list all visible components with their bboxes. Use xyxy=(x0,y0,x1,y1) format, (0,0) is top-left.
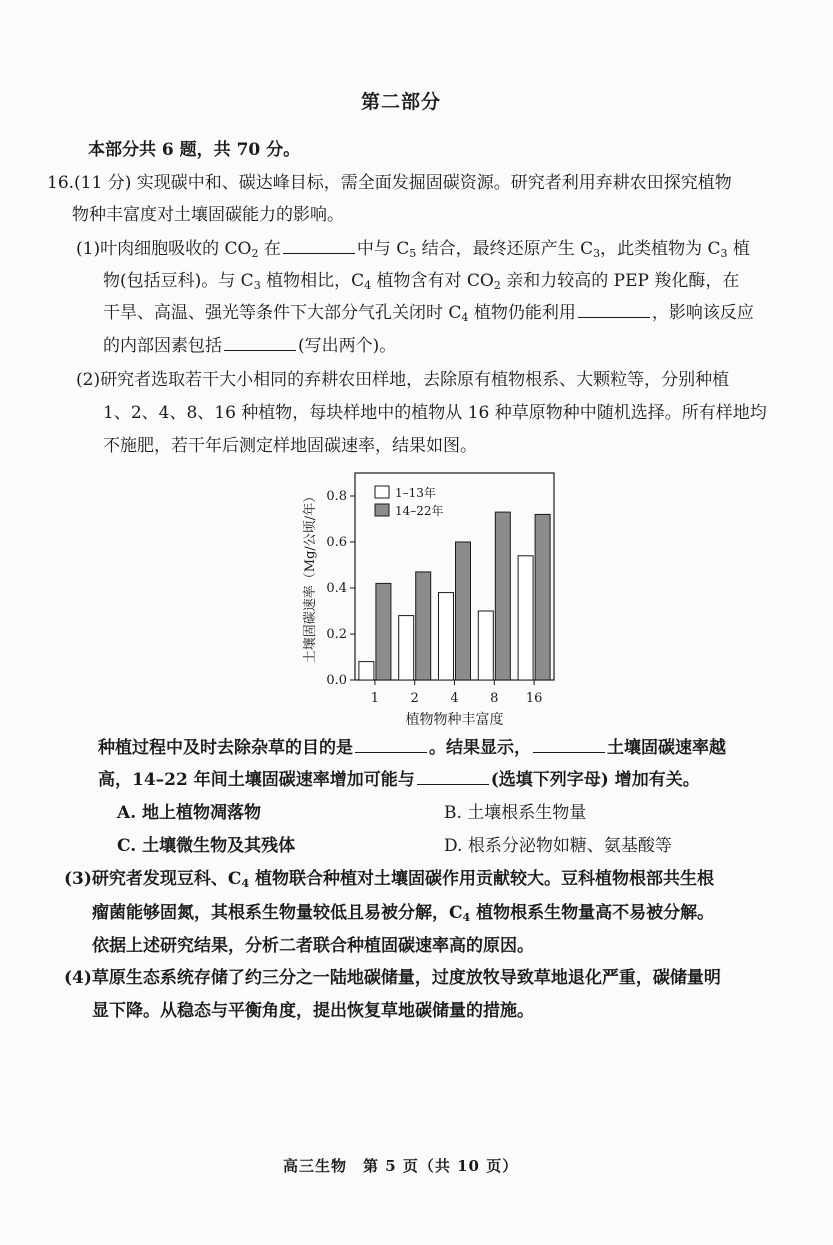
p3-text: 植物根系生物量高不易被分解。 xyxy=(470,903,715,923)
bar-late xyxy=(495,512,510,680)
q16-number: 16. xyxy=(47,173,75,193)
bar-late xyxy=(456,542,471,680)
p1-line-3 xyxy=(103,300,754,326)
p1-text: 亲和力较高的 PEP 羧化酶，在 xyxy=(500,271,740,291)
p2-question-line-2 xyxy=(98,767,700,793)
p1-line-1 xyxy=(76,236,750,262)
p4-text: 草原生态系统存储了约三分之一陆地碳储量，过度放牧导致草地退化严重，碳储量明 xyxy=(91,968,721,988)
bar-late xyxy=(376,583,391,680)
q16-stem-line-2: 物种丰富度对土壤固碳能力的影响。 xyxy=(72,205,344,225)
p1-text: 干旱、高温、强光等条件下大部分气孔关闭时 C xyxy=(103,303,462,323)
p1-line-2 xyxy=(103,268,739,294)
y-tick-label: 0.0 xyxy=(326,673,347,688)
subscript: 4 xyxy=(461,311,469,324)
answer-blank[interactable] xyxy=(533,736,605,753)
y-tick-label: 0.8 xyxy=(326,489,347,504)
x-tick-label: 16 xyxy=(525,691,543,706)
subscript: 5 xyxy=(409,247,417,260)
bar-late xyxy=(535,514,550,680)
option-b[interactable]: B. 土壤根系生物量 xyxy=(444,803,587,823)
p2-line-3: 不施肥，若干年后测定样地固碳速率，结果如图。 xyxy=(103,436,477,456)
y-tick-label: 0.6 xyxy=(326,535,347,550)
p2-text: (选填下列字母) 增加有关。 xyxy=(490,770,700,790)
p2-label: (2) xyxy=(76,370,101,390)
bar-early xyxy=(478,611,493,680)
p1-text: ，此类植物为 C xyxy=(600,239,721,259)
section-intro: 本部分共 6 题，共 70 分。 xyxy=(88,140,301,160)
p1-text: 结合，最终还原产生 C xyxy=(416,239,594,259)
x-axis-label: 植物物种丰富度 xyxy=(405,712,504,728)
subscript: 2 xyxy=(493,279,501,292)
subscript: 4 xyxy=(241,877,250,890)
y-tick-label: 0.2 xyxy=(326,627,347,642)
bar-early xyxy=(359,662,374,680)
page-footer: 高三生物 第 5 页（共 10 页） xyxy=(283,1157,519,1175)
p1-text: 中与 C xyxy=(356,239,410,259)
p2-text: 土壤固碳速率越 xyxy=(607,738,726,758)
q16-stem-line-1 xyxy=(47,170,732,196)
legend-label: 14–22年 xyxy=(395,504,444,518)
p4-line-2: 显下降。从稳态与平衡角度，提出恢复草地碳储量的措施。 xyxy=(92,1001,534,1021)
answer-blank[interactable] xyxy=(578,301,650,318)
p1-text: 植物仍能利用 xyxy=(468,303,576,323)
p2-text: 研究者选取若干大小相同的弃耕农田样地，去除原有植物根系、大颗粒等，分别种植 xyxy=(100,370,730,390)
legend-swatch xyxy=(375,486,389,498)
p2-line-1 xyxy=(76,367,729,393)
section-title: 第二部分 xyxy=(361,91,442,113)
p1-text: 在 xyxy=(258,239,281,259)
answer-blank[interactable] xyxy=(355,736,427,753)
p1-text: ，影响该反应 xyxy=(651,303,754,323)
p1-text: 的内部因素包括 xyxy=(103,336,222,356)
option-d[interactable]: D. 根系分泌物如糖、氨基酸等 xyxy=(444,836,672,856)
bar-early xyxy=(439,593,454,680)
x-tick-label: 1 xyxy=(370,691,380,706)
p4-line-1 xyxy=(64,965,721,991)
y-axis-label: 土壤固碳速率（Mg/公顷/年） xyxy=(303,489,318,664)
bar-chart xyxy=(300,465,580,730)
answer-blank[interactable] xyxy=(417,768,489,785)
p3-text: 研究者发现豆科、C xyxy=(91,869,242,889)
x-tick-label: 2 xyxy=(410,691,419,706)
x-tick-label: 8 xyxy=(490,691,499,706)
bar-early xyxy=(399,616,414,680)
p2-text: 种植过程中及时去除杂草的目的是 xyxy=(98,738,353,758)
p1-text: 植物相比，C xyxy=(260,271,365,291)
p2-question-line-1 xyxy=(98,735,726,761)
p2-text: 。结果显示， xyxy=(429,738,531,758)
p3-line-3: 依据上述研究结果，分析二者联合种植固碳速率高的原因。 xyxy=(92,936,534,956)
subscript: 4 xyxy=(462,911,471,924)
legend-label: 1–13年 xyxy=(395,486,436,500)
p1-text: (写出两个)。 xyxy=(298,336,397,356)
q16-stem-text: (11 分) 实现碳中和、碳达峰目标，需全面发掘固碳资源。研究者利用弃耕农田探究植物 xyxy=(74,173,732,193)
subscript: 4 xyxy=(364,279,372,292)
p3-text: 瘤菌能够固氮，其根系生物量较低且易被分解，C xyxy=(92,903,463,923)
p1-text: 植物含有对 CO xyxy=(371,271,494,291)
subscript: 3 xyxy=(720,247,728,260)
p1-label: (1) xyxy=(76,239,101,259)
p2-text: 高，14–22 年间土壤固碳速率增加可能与 xyxy=(98,770,415,790)
p3-label: (3) xyxy=(64,869,92,889)
legend-swatch xyxy=(375,504,389,516)
bar-late xyxy=(416,572,431,680)
x-tick-label: 4 xyxy=(450,691,459,706)
subscript: 3 xyxy=(593,247,601,260)
option-c[interactable]: C. 土壤微生物及其残体 xyxy=(117,836,296,856)
subscript: 3 xyxy=(253,279,261,292)
p1-line-4 xyxy=(103,333,396,359)
p1-text: 叶肉细胞吸收的 CO xyxy=(100,239,252,259)
y-tick-label: 0.4 xyxy=(326,581,347,596)
p3-line-2 xyxy=(92,900,714,926)
answer-blank[interactable] xyxy=(283,237,355,254)
p3-text: 植物联合种植对土壤固碳作用贡献较大。豆科植物根部共生根 xyxy=(249,869,715,889)
answer-blank[interactable] xyxy=(224,334,296,351)
p1-text: 植 xyxy=(727,239,750,259)
subscript: 2 xyxy=(251,247,259,260)
p2-line-2: 1、2、4、8、16 种植物，每块样地中的植物从 16 种草原物种中随机选择。所有样地均 xyxy=(103,403,767,423)
p4-label: (4) xyxy=(64,968,92,988)
option-a[interactable]: A. 地上植物凋落物 xyxy=(117,803,262,823)
bar-early xyxy=(518,556,533,680)
p3-line-1 xyxy=(64,866,714,892)
p1-text: 物(包括豆科)。与 C xyxy=(103,271,254,291)
